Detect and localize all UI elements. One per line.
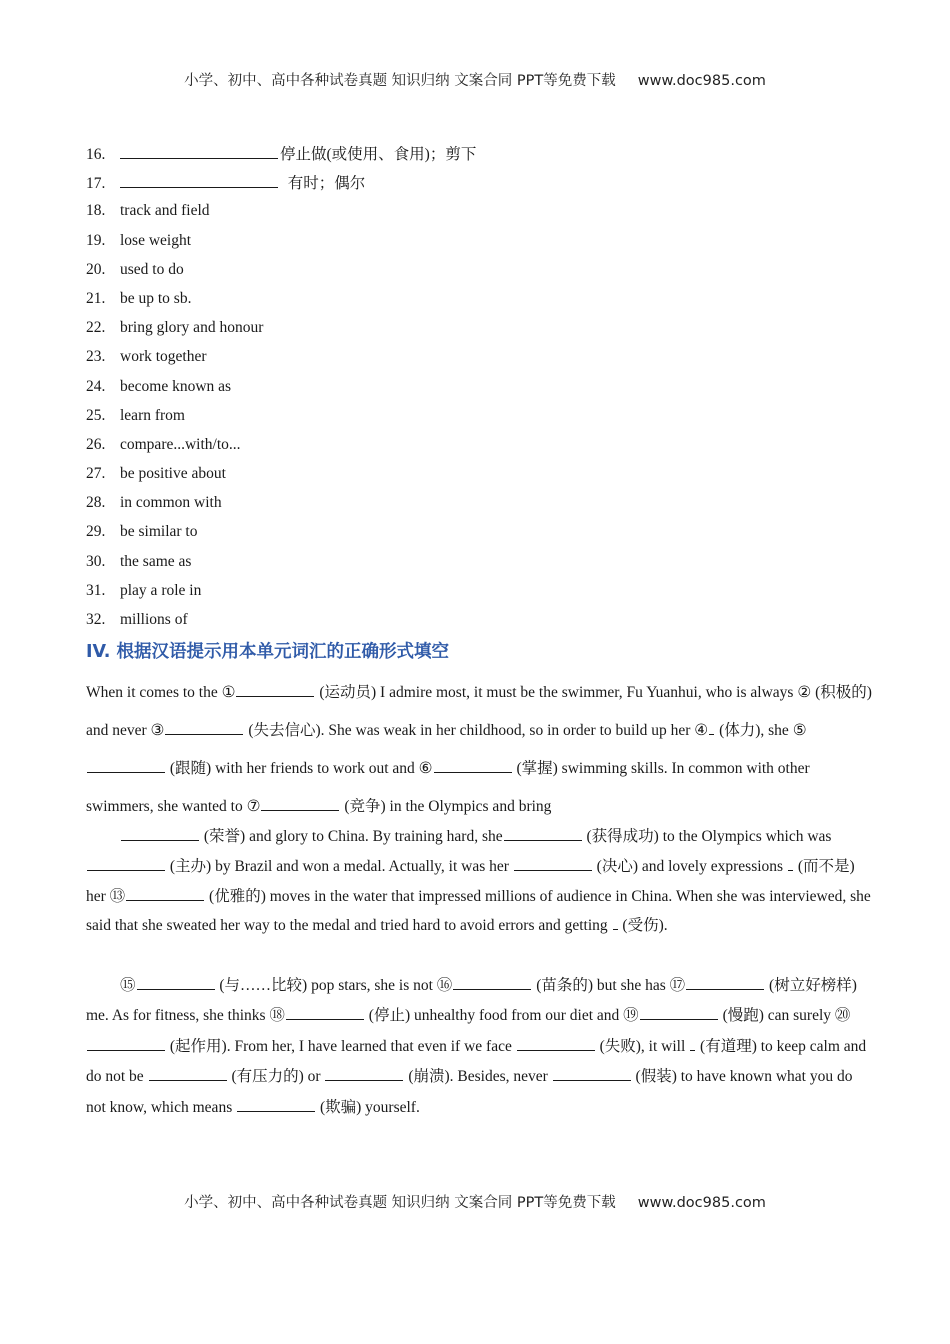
passage-text: (失去信心). She was weak in her childhood, so in order to build up her ④ xyxy=(244,722,709,739)
passage-text: (积极的) and never ③ xyxy=(86,684,872,739)
phrase-text: millions of xyxy=(120,611,188,628)
section-title: IV. 根据汉语提示用本单元词汇的正确形式填空 xyxy=(86,642,450,662)
fill-blank[interactable] xyxy=(87,855,165,871)
passage-text: (欺骗) yourself. xyxy=(316,1098,420,1116)
phrase-item xyxy=(86,142,886,171)
passage-text: (崩溃). Besides, never xyxy=(404,1068,552,1086)
phrase-item xyxy=(86,434,886,463)
phrase-number: 31. xyxy=(86,581,106,599)
phrase-number: 27. xyxy=(86,465,106,483)
phrase-item xyxy=(86,492,886,521)
fill-blank[interactable] xyxy=(434,757,512,773)
fill-blank[interactable] xyxy=(686,974,764,990)
phrase-item xyxy=(86,259,886,288)
passage-paragraph-3 xyxy=(86,971,876,1123)
phrase-number: 22. xyxy=(86,319,106,337)
passage-text: (掌握) swimming skills. In common with other swimmers, she wanted to ⑦ xyxy=(86,760,810,815)
phrase-item xyxy=(86,551,886,580)
passage-text: (停止) unhealthy food from our diet and ⑲ xyxy=(364,1007,639,1025)
fill-blank[interactable] xyxy=(788,855,793,871)
phrase-item xyxy=(86,288,886,317)
phrase-text: the same as xyxy=(120,552,192,570)
phrase-number: 17. xyxy=(86,175,106,193)
fill-blank[interactable] xyxy=(286,1004,364,1020)
passage-text: (有压力的) or xyxy=(227,1068,325,1086)
footer-text: 小学、初中、高中各种试卷真题 知识归纳 文案合同 PPT等免费下载 xyxy=(184,1195,616,1211)
phrase-item xyxy=(86,463,886,492)
fill-blank[interactable] xyxy=(690,1035,695,1051)
passage-text: (起作用). From her, I have learned that even if we face xyxy=(166,1037,516,1055)
phrase-number: 26. xyxy=(86,435,106,453)
phrase-number: 32. xyxy=(86,611,106,628)
passage-text: (荣誉) and glory to China. By training hard, she xyxy=(200,828,503,845)
phrase-number: 25. xyxy=(86,406,106,424)
phrase-text: be positive about xyxy=(120,465,226,483)
passage-text: (树立好榜样) me. As for fitness, she thinks ⑱ xyxy=(86,977,857,1025)
page-footer xyxy=(0,1191,950,1212)
phrase-text: lose weight xyxy=(120,231,192,249)
phrase-number: 28. xyxy=(86,494,106,512)
passage-text: (主办) by Brazil and won a medal. Actually, it was her xyxy=(166,857,513,875)
fill-blank[interactable] xyxy=(709,719,714,735)
phrase-text: compare...with/to... xyxy=(120,435,241,453)
header-text: 小学、初中、高中各种试卷真题 知识归纳 文案合同 PPT等免费下载 xyxy=(184,73,616,89)
phrase-hint: 停止做(或使用、食用)；剪下 xyxy=(280,146,477,163)
footer-site-link[interactable]: www.doc985.com xyxy=(637,1195,766,1211)
passage-text: (优雅的) moves in the water that impressed millions of audience in China. When she was interviewed, she said that she sweated her way to the medal and tried hard to avoid errors and getting xyxy=(86,887,871,935)
fill-blank[interactable] xyxy=(126,885,204,901)
passage-text: ⑮ xyxy=(120,977,136,994)
passage-text: (受伤). xyxy=(618,917,668,935)
phrase-item xyxy=(86,376,886,405)
fill-blank[interactable] xyxy=(553,1065,631,1081)
phrase-number: 16. xyxy=(86,146,106,163)
phrase-text: bring glory and honour xyxy=(120,319,264,337)
fill-blank[interactable] xyxy=(325,1065,403,1081)
phrase-item xyxy=(86,171,886,200)
fill-blank[interactable] xyxy=(87,757,165,773)
phrase-text: learn from xyxy=(120,406,185,424)
phrase-hint: 有时；偶尔 xyxy=(280,175,366,193)
phrase-number: 30. xyxy=(86,552,106,570)
answer-blank[interactable] xyxy=(120,171,278,188)
fill-blank[interactable] xyxy=(514,855,592,871)
passage-text: (获得成功) to the Olympics which was xyxy=(582,828,832,845)
fill-blank[interactable] xyxy=(640,1004,718,1020)
phrase-number: 18. xyxy=(86,202,106,220)
phrase-number: 20. xyxy=(86,260,106,278)
phrase-text: in common with xyxy=(120,494,222,512)
phrase-text: track and field xyxy=(120,202,210,220)
passage-text: (而不是) her ⑬ xyxy=(86,857,855,905)
phrase-item xyxy=(86,230,886,259)
passage-text: (竞争) in the Olympics and bring xyxy=(340,798,552,815)
passage-text: When it comes to the ① xyxy=(86,684,236,701)
passage-text: (决心) and lovely expressions xyxy=(592,857,787,875)
phrase-item xyxy=(86,317,886,346)
passage-text: (失败), it will xyxy=(595,1037,690,1055)
passage-text: (苗条的) but she has ⑰ xyxy=(532,977,686,994)
fill-blank[interactable] xyxy=(613,914,618,930)
fill-blank[interactable] xyxy=(137,974,215,990)
phrase-text: be similar to xyxy=(120,523,198,541)
fill-blank[interactable] xyxy=(261,795,339,811)
phrase-item xyxy=(86,609,886,638)
passage-text: (慢跑) can surely ⑳ xyxy=(718,1007,851,1025)
fill-blank[interactable] xyxy=(165,719,243,735)
phrase-item xyxy=(86,580,886,609)
phrase-number: 23. xyxy=(86,348,106,366)
fill-blank[interactable] xyxy=(121,825,199,841)
passage-text: (假装) to have known what you do not know, which means xyxy=(86,1068,853,1116)
phrase-text: become known as xyxy=(120,377,232,395)
phrase-text: used to do xyxy=(120,260,184,278)
fill-blank[interactable] xyxy=(236,681,314,697)
phrase-number: 24. xyxy=(86,377,106,395)
phrase-text: play a role in xyxy=(120,581,202,599)
phrase-item xyxy=(86,200,886,229)
phrase-item xyxy=(86,521,886,550)
phrase-list xyxy=(86,142,886,638)
fill-blank[interactable] xyxy=(87,1035,165,1051)
passage-text: (有道理) to keep calm and do not be xyxy=(86,1037,867,1086)
fill-blank[interactable] xyxy=(517,1035,595,1051)
passage-paragraph-1 xyxy=(86,674,876,826)
passage-text: (跟随) with her friends to work out and ⑥ xyxy=(166,760,433,777)
phrase-number: 19. xyxy=(86,231,106,249)
phrase-item xyxy=(86,346,886,375)
answer-blank[interactable] xyxy=(120,142,278,159)
header-site-link[interactable]: www.doc985.com xyxy=(637,73,766,89)
phrase-number: 21. xyxy=(86,289,106,307)
fill-blank[interactable] xyxy=(504,825,582,841)
fill-blank[interactable] xyxy=(149,1065,227,1081)
passage-text: (运动员) I admire most, it must be the swimmer, Fu Yuanhui, who is always ② xyxy=(315,684,812,701)
fill-blank[interactable] xyxy=(237,1096,315,1112)
fill-blank[interactable] xyxy=(453,974,531,990)
passage-paragraph-2 xyxy=(86,822,876,941)
phrase-item xyxy=(86,405,886,434)
phrase-text: work together xyxy=(120,348,207,366)
passage-text: (与……比较) pop stars, she is not ⑯ xyxy=(215,977,453,994)
page-header xyxy=(0,69,950,90)
phrase-number: 29. xyxy=(86,523,106,541)
passage-text: (体力), she ⑤ xyxy=(715,722,807,739)
phrase-text: be up to sb. xyxy=(120,289,192,307)
